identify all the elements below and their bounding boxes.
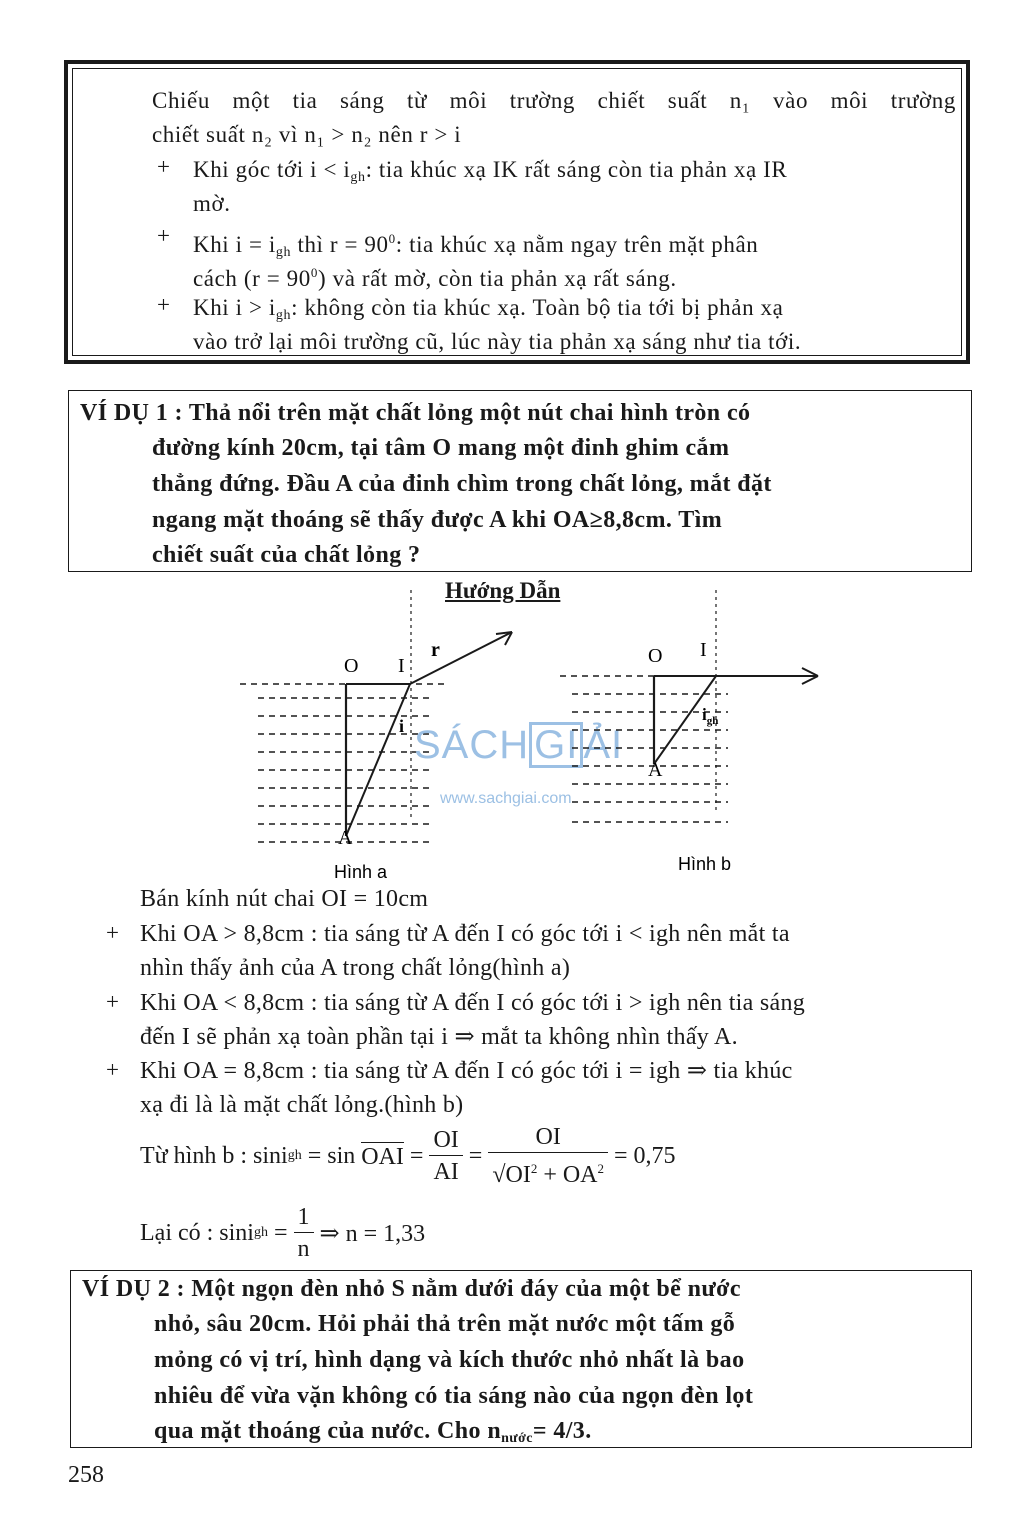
bullet: + xyxy=(106,989,119,1014)
formula-sin-igh: Từ hình b : sini gh = sin OAI = $\frac{OI}{AI}$ = $\frac{OI}{√OI^2 + OA^2}$ = 0,75 xyxy=(140,1120,676,1192)
word: trường xyxy=(509,88,576,113)
summary-bullet-1: Khi góc tới $i < i_{gh}$: tia khúc xạ IK rất sáng còn tia phản xạ IR xyxy=(193,157,788,185)
radius-statement: Bán kính nút chai OI = 10cm xyxy=(140,886,429,912)
word: sáng xyxy=(339,88,385,113)
liquid-hatching xyxy=(560,676,728,822)
case-2: Khi OA < 8,8cm : tia sáng từ A đến I có góc tới i > igh nên tia sáng xyxy=(140,990,806,1016)
label-a: A xyxy=(338,827,353,849)
bullet-2: + xyxy=(157,223,170,248)
label-igh: $i_{gh}$ xyxy=(702,705,719,727)
case-1: Khi OA > 8,8cm : tia sáng từ A đến I có góc tới i < igh nên mắt ta xyxy=(140,921,790,947)
summary-line-2: chiết suất n₂ vì n₁ > n₂ nên r > i xyxy=(152,122,462,147)
word: môi xyxy=(830,88,869,113)
example-1-line-1: VÍ DỤ 1 : Thả nổi trên mặt chất lỏng một nút chai hình tròn có xyxy=(80,400,751,426)
label-o: O xyxy=(344,655,359,677)
summary-bullet-3: Khi $i > i_{gh}$: không còn tia khúc xạ. Toàn bộ tia tới bị phản xạ xyxy=(193,295,784,323)
summary-bullet-2-cont: cách $(r = 90^0)$ và rất mờ, còn tia phản xạ rất sáng. xyxy=(193,265,677,291)
fraction-1-n: $\frac{1}{n}$ xyxy=(294,1202,314,1265)
example-1-line-5: chiết suất của chất lỏng ? xyxy=(152,542,421,568)
label-r: r xyxy=(431,639,440,661)
word: một xyxy=(232,88,271,113)
bullet: + xyxy=(106,1057,119,1082)
case-2-cont: đến I sẽ phản xạ toàn phần tại i ⇒ mắt ta không nhìn thấy A. xyxy=(140,1024,738,1050)
summary-bullet-2: Khi $i = i_{gh}$ thì $r = 90^0$: tia khúc xạ nằm ngay trên mặt phân xyxy=(193,231,759,260)
watermark-logo: SÁCH GI ẢI xyxy=(414,723,624,767)
label-i-point: I xyxy=(700,639,707,661)
formula-n: Lại có : sini gh = $\frac{1}{n}$ ⇒ n = 1,33 xyxy=(140,1200,425,1266)
example-2-line-3: mỏng có vị trí, hình dạng và kích thước nhỏ nhất là bao xyxy=(154,1347,745,1373)
summary-bullet-1-cont: mờ. xyxy=(193,191,231,216)
word: từ xyxy=(407,88,428,113)
angle-oai: OAI xyxy=(361,1143,404,1170)
bullet-1: + xyxy=(157,154,170,179)
fraction-oi-sqrt: $\frac{OI}{√OI^2 + OA^2}$ xyxy=(488,1122,608,1191)
bullet: + xyxy=(106,920,119,945)
word: trường xyxy=(890,88,956,113)
case-3-cont: xạ đi là là mặt chất lỏng.(hình b) xyxy=(140,1092,464,1118)
word: chiết xyxy=(597,88,646,113)
case-3: Khi OA = 8,8cm : tia sáng từ A đến I có góc tới i = igh ⇒ tia khúc xyxy=(140,1058,793,1084)
watermark-url: www.sachgiai.com xyxy=(440,790,572,807)
fraction-oi-ai: $\frac{OI}{AI}$ xyxy=(429,1125,462,1188)
example-2-line-2: nhỏ, sâu 20cm. Hỏi phải thả trên mặt nước một tấm gỗ xyxy=(154,1311,736,1337)
label-o: O xyxy=(648,645,663,667)
label-i-point: I xyxy=(398,655,405,677)
label-a: A xyxy=(648,759,663,781)
figure-b xyxy=(550,590,840,880)
incident-ray xyxy=(346,684,410,836)
caption-b: Hình b xyxy=(678,854,732,874)
example-2-line-1: VÍ DỤ 2 : Một ngọn đèn nhỏ S nằm dưới đáy của một bể nước xyxy=(82,1276,741,1302)
word: Chiếu xyxy=(152,88,210,113)
summary-bullet-3-cont: vào trở lại môi trường cũ, lúc này tia phản xạ sáng như tia tới. xyxy=(193,329,802,354)
guide-title: Hướng Dẫn xyxy=(445,578,561,603)
word: n₁ xyxy=(729,88,751,113)
example-1-line-2: đường kính 20cm, tại tâm O mang một đinh ghim cắm xyxy=(152,435,730,461)
bullet-3: + xyxy=(157,292,170,317)
word: môi xyxy=(449,88,488,113)
page-number: 258 xyxy=(68,1462,104,1488)
example-1-line-4: ngang mặt thoáng sẽ thấy được A khi OA≥8,8cm. Tìm xyxy=(152,507,723,533)
caption-a: Hình a xyxy=(334,862,388,880)
example-2-line-4: nhiêu để vừa vặn không có tia sáng nào của ngọn đèn lọt xyxy=(154,1383,754,1409)
refracted-ray xyxy=(410,632,512,684)
word: vào xyxy=(773,88,809,113)
example-2-line-5: qua mặt thoáng của nước. Cho $n_{nước}= 4/3$. xyxy=(154,1418,592,1446)
word: tia xyxy=(292,88,318,113)
case-1-cont: nhìn thấy ảnh của A trong chất lỏng(hình a) xyxy=(140,955,571,981)
example-1-line-3: thẳng đứng. Đầu A của đinh chìm trong chất lỏng, mắt đặt xyxy=(152,471,772,497)
word: suất xyxy=(667,88,708,113)
summary-line-1 xyxy=(152,84,956,118)
label-i-angle: i xyxy=(399,716,405,736)
